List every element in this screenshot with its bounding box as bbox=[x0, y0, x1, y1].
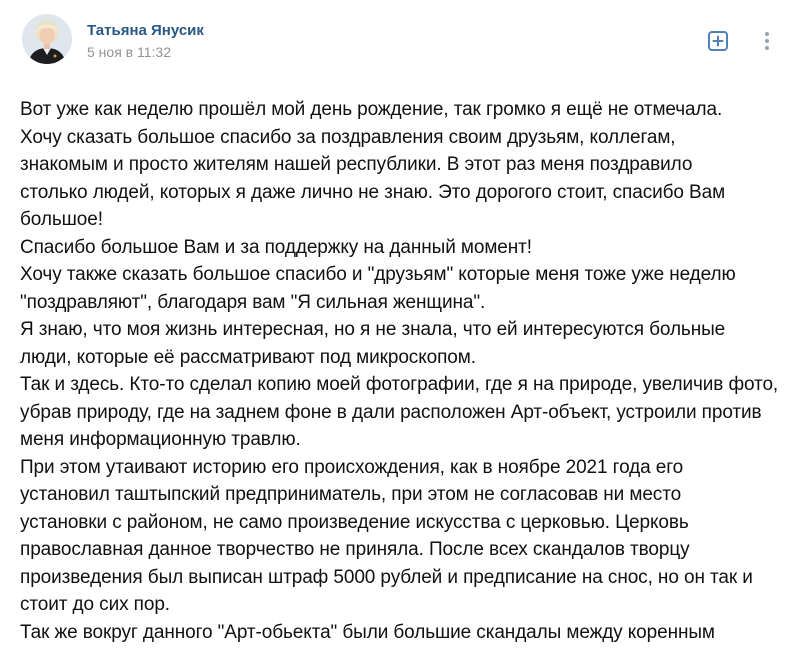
post-text-line: При этом утаивают историю его происхождения, как в ноябре 2021 года его bbox=[20, 456, 684, 478]
add-to-bookmarks-button[interactable] bbox=[707, 30, 729, 52]
post-text-line: Хочу сказать большое спасибо за поздравления своим друзьям, коллегам, bbox=[20, 126, 676, 148]
post-text-line: установки с районом, не само произведение искусства с церковью. Церковь bbox=[20, 511, 689, 533]
post-text-line: знакомым и просто жителям нашей республики. В этот раз меня поздравило bbox=[20, 154, 693, 175]
post-text-line: люди, которые её рассматривают под микроскопом. bbox=[20, 346, 476, 368]
post-text-line: убрав природу, где на заднем фоне в дали расположен Арт-объект, устроили против bbox=[20, 401, 762, 423]
post-text-line: Я знаю, что моя жизнь интересная, но я не знала, что ей интересуются больные bbox=[20, 319, 726, 340]
post-text-line: стоит до сих пор. bbox=[20, 594, 170, 615]
post-text-line: Хочу также сказать большое спасибо и "друзьям" которые меня тоже уже неделю bbox=[20, 264, 736, 285]
post-text-line: Вот уже как неделю прошёл мой день рождение, так громко я ещё не отмечала. bbox=[20, 99, 723, 120]
post-text-line: установил таштыпский предприниматель, при этом не согласовав ни место bbox=[20, 484, 682, 505]
post-text bbox=[20, 96, 790, 646]
more-actions-button[interactable] bbox=[756, 30, 778, 52]
more-vertical-icon bbox=[756, 30, 778, 52]
post-text-line: православная данное творчество не приняла. После всех скандалов творцу bbox=[20, 539, 690, 560]
post-text-line: столько людей, которых я даже лично не знаю. Это дорогого стоит, спасибо Вам bbox=[20, 181, 726, 203]
post-text-line: Так же вокруг данного "Арт-обьекта" были большие скандалы между коренным bbox=[20, 621, 715, 643]
author-name[interactable]: Татьяна Янусик bbox=[87, 22, 204, 39]
post-text-line: Спасибо большое Вам и за поддержку на данный момент! bbox=[20, 236, 532, 258]
post-date[interactable]: 5 ноя в 11:32 bbox=[87, 44, 171, 60]
post-text-line: большое! bbox=[20, 209, 103, 230]
post-text-line: Так и здесь. Кто-то сделал копию моей фотографии, где я на природе, увеличив фото, bbox=[20, 374, 779, 395]
plus-square-icon bbox=[707, 30, 729, 52]
post-text-line: меня информационную травлю. bbox=[20, 429, 301, 450]
user-avatar-icon bbox=[22, 14, 72, 64]
avatar[interactable] bbox=[22, 14, 72, 64]
post-text-line: "поздравляют", благодаря вам "Я сильная женщина". bbox=[20, 291, 486, 313]
post-text-line: произведения был выписан штраф 5000 рублей и предписание на снос, но он так и bbox=[20, 566, 753, 588]
